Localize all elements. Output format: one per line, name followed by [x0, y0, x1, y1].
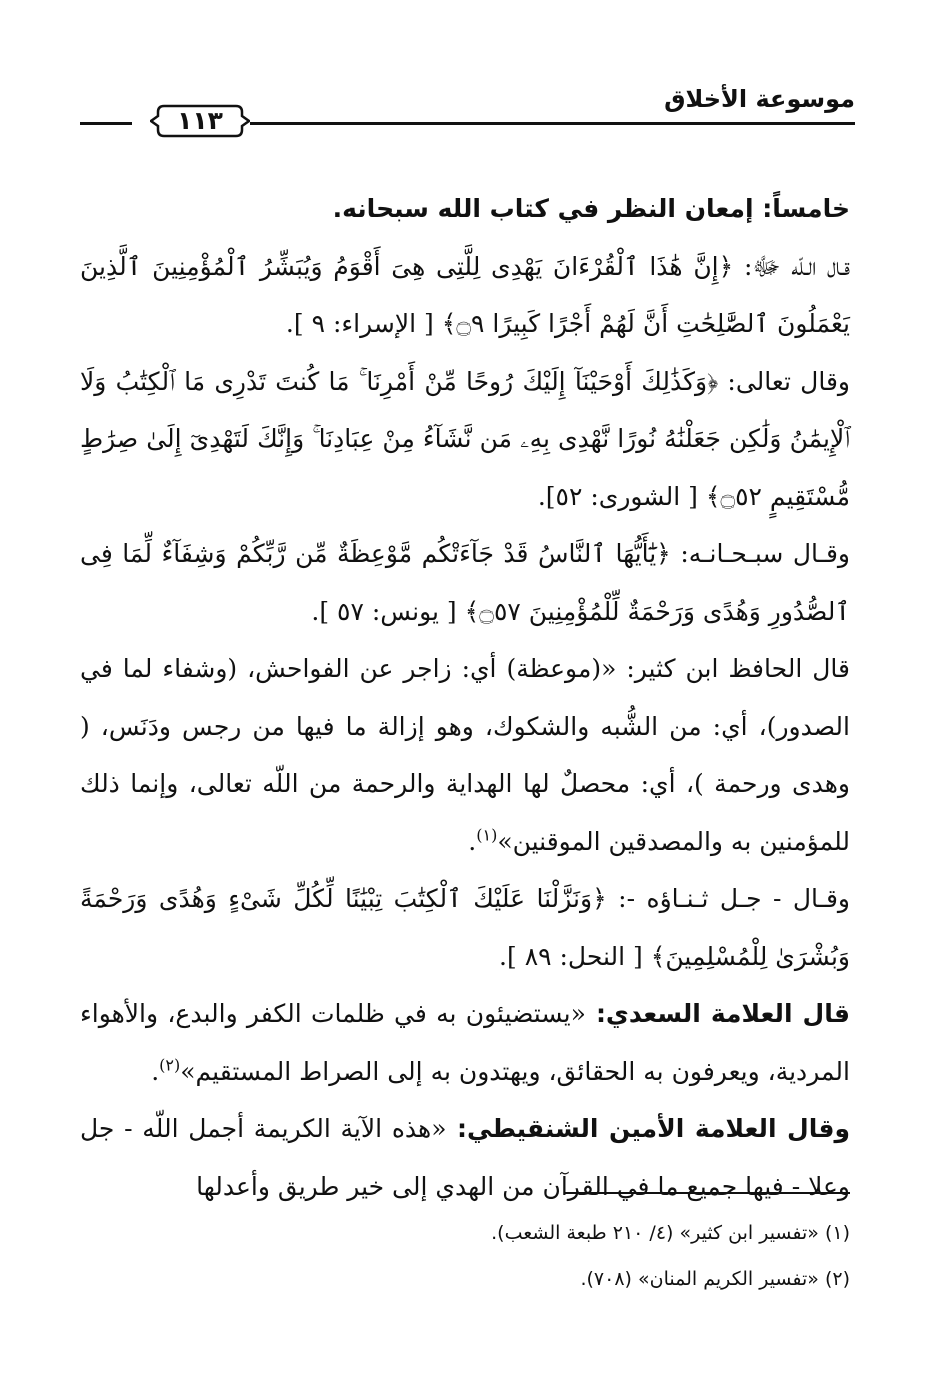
quran-verse-yunus: ﴿يَٰٓأَيُّهَا ٱلنَّاسُ قَدْ جَآءَتْكُم مَّوْعِظَةٌ مِّن رَّبِّكُمْ وَشِفَآءٌ لِّمَا فِى ٱلصُّدُورِ وَهُدًى وَرَحْمَةٌ لِّلْمُؤْمِنِينَ ۝٥٧﴾: [80, 539, 850, 626]
footnote-marker-2: (٢): [159, 1055, 181, 1075]
paragraph-3: [80, 525, 850, 640]
footnote-2: (٢) «تفسير الكريم المنان» (٧٠٨).: [580, 1268, 850, 1290]
paragraph-4: [80, 640, 850, 870]
header-rule-left: [80, 122, 132, 125]
main-text: [80, 180, 850, 1215]
ibn-kathir-quote: قال الحافظ ابن كثير: «(موعظة) أي: زاجر عن الفواحش، (وشفاء لما في الصدور)، أي: من الشُّبه والشكوك، وهو إزالة ما فيها من رجس ودَنَس، ( وهدى ورحمة )، أي: محصلٌ لها الهداية والرحمة من اللّه تعالى، وإنما ذلك للمؤمنين به والمصدقين الموقنين»: [80, 654, 850, 856]
p1-intro: قـال الـلّه ﷻ:: [733, 251, 850, 281]
p2-intro: وقال تعالى:: [718, 366, 850, 396]
paragraph-2: [80, 353, 850, 526]
page-number-frame: [150, 102, 250, 140]
p6-lead: قال العلامة السعدي:: [585, 999, 850, 1028]
shinqiti-quote: «هذه الآية الكريمة أجمل اللّه - جل وعلا - فيها جميع ما في القرآن من الهدي إلى خير طريق وأعدلها: [80, 1114, 850, 1201]
p3-intro: وقـال سبـحـانـه:: [670, 539, 851, 568]
p5-intro: وقـال - جـل ثـنـاؤه -:: [606, 884, 850, 913]
paragraph-6: [80, 985, 850, 1100]
p4-end: .: [468, 826, 477, 856]
paragraph-7: [80, 1100, 850, 1215]
p3-reference: [ يونس: ٥٧ ].: [311, 596, 465, 626]
paragraph-5: [80, 870, 850, 985]
p5-reference: [ النحل: ٨٩ ].: [499, 941, 651, 971]
footnote-marker-1: (١): [476, 825, 498, 845]
footnotes: [80, 1210, 850, 1302]
p7-lead: وقال العلامة الأمين الشنقيطي:: [446, 1114, 850, 1143]
page-header: [80, 80, 855, 140]
page-number: ١١٣: [177, 106, 223, 135]
p1-reference: [ الإسراء: ٩ ].: [285, 309, 442, 338]
footnote-separator: [565, 1192, 850, 1194]
section-heading: خامساً: إمعان النظر في كتاب الله سبحانه.: [332, 194, 850, 223]
quran-verse-nahl: ﴿وَنَزَّلْنَا عَلَيْكَ ٱلْكِتَٰبَ تِبْيَٰنًا لِّكُلِّ شَىْءٍ وَهُدًى وَرَحْمَةً وَبُشْرَىٰ لِلْمُسْلِمِينَ﴾: [80, 884, 850, 971]
p2-reference: [ الشورى: ٥٢].: [537, 481, 706, 511]
saadi-quote: «يستضيئون به في ظلمات الكفر والبدع، والأهواء المردية، ويعرفون به الحقائق، ويهتدون به إلى الصراط المستقيم»: [80, 999, 850, 1086]
p6-end: .: [151, 1056, 160, 1086]
quran-verse-shura: ﴿وَكَذَٰلِكَ أَوْحَيْنَآ إِلَيْكَ رُوحًا مِّنْ أَمْرِنَا ۚ مَا كُنتَ تَدْرِى مَا ٱلْكِتَٰبُ وَلَا ٱلْإِيمَٰنُ وَلَٰكِن جَعَلْنَٰهُ نُورًا نَّهْدِى بِهِۦ مَن نَّشَآءُ مِنْ عِبَادِنَا ۚ وَإِنَّكَ لَتَهْدِىٓ إِلَىٰ صِرَٰطٍ مُّسْتَقِيمٍ ۝٥٢﴾: [80, 366, 850, 511]
running-title: موسوعة الأخلاق: [664, 85, 855, 113]
footnote-1: (١) «تفسير ابن كثير» (٤/ ٢١٠ طبعة الشعب).: [491, 1222, 850, 1244]
paragraph-1: [80, 238, 850, 353]
header-rule-right: [250, 122, 855, 125]
quran-verse-isra: ﴿إِنَّ هَٰذَا ٱلْقُرْءَانَ يَهْدِى لِلَّتِى هِىَ أَقْوَمُ وَيُبَشِّرُ ٱلْمُؤْمِنِينَ ٱلَّذِينَ يَعْمَلُونَ ٱلصَّٰلِحَٰتِ أَنَّ لَهُمْ أَجْرًا كَبِيرًا ۝٩﴾: [80, 251, 850, 338]
